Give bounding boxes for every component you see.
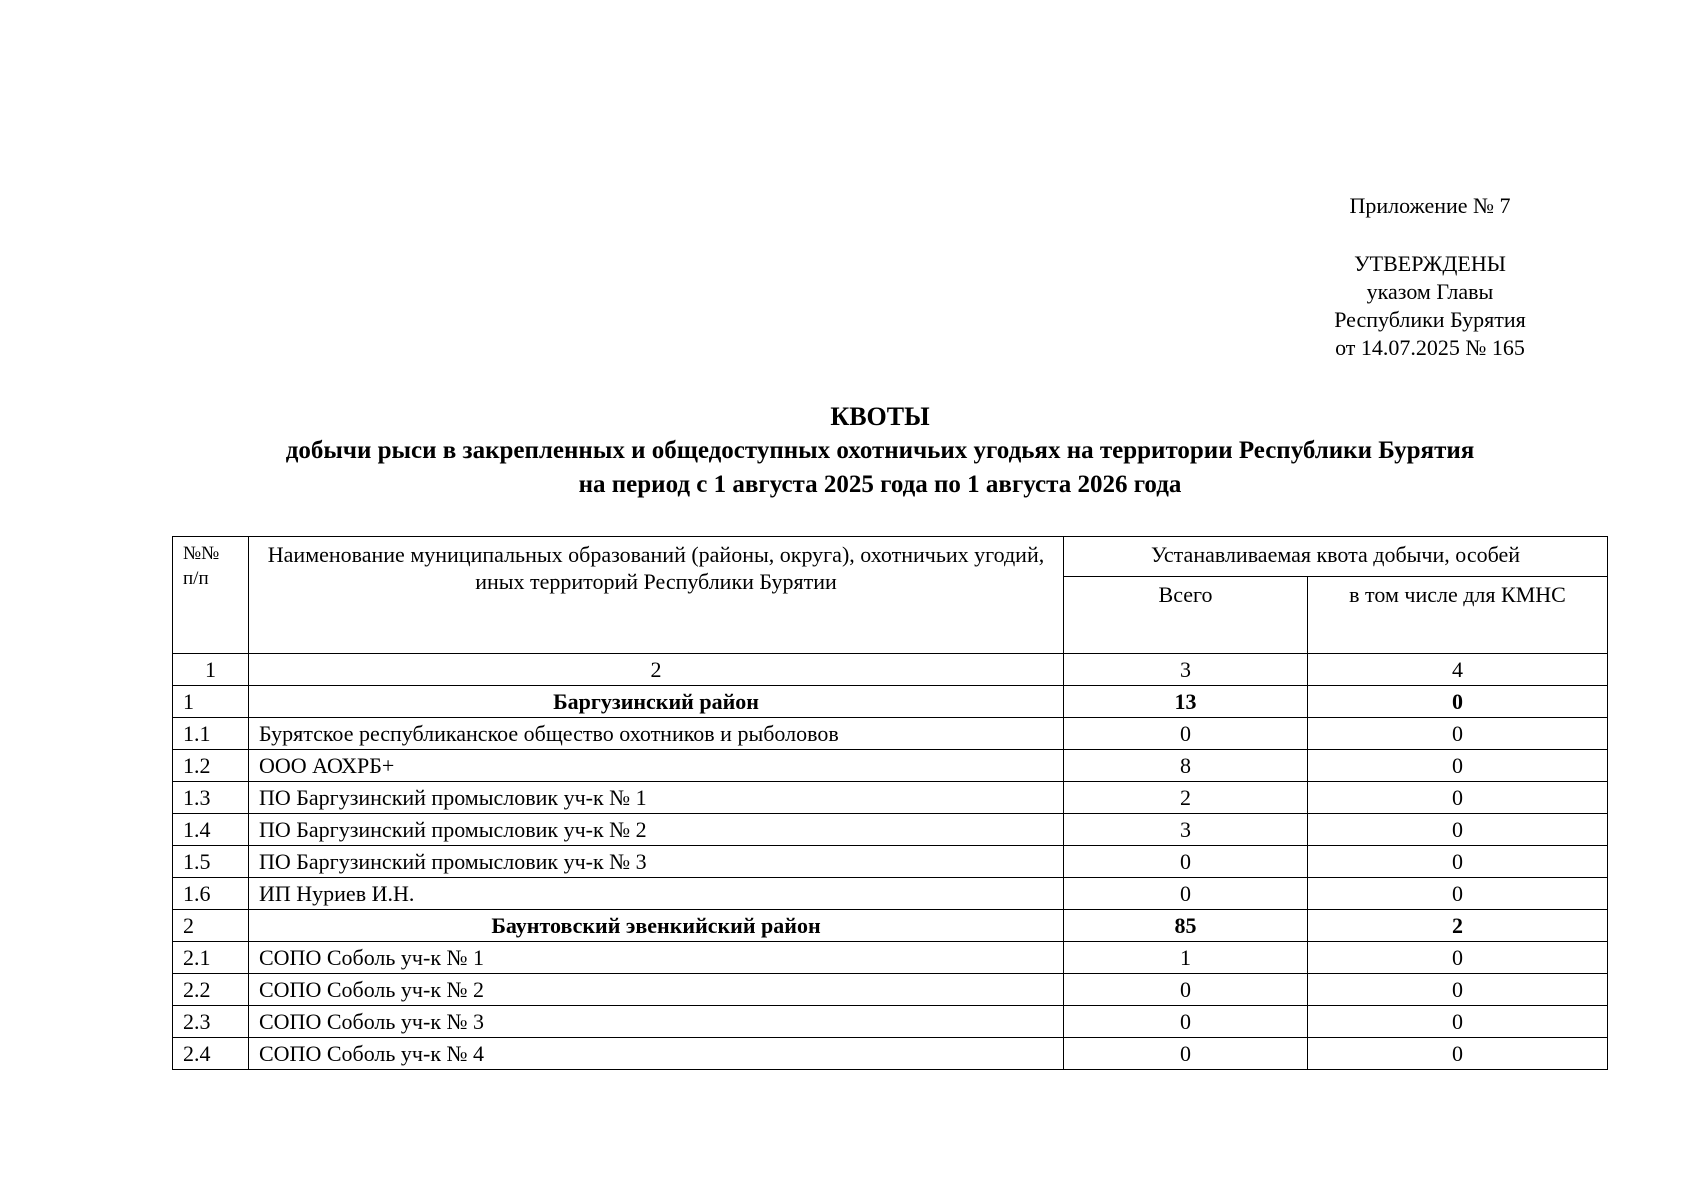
row-total-cell: 0: [1064, 878, 1308, 910]
table-row: [173, 846, 1608, 878]
row-number-cell: 1.5: [173, 846, 249, 878]
row-name-cell: ИП Нуриев И.Н.: [249, 878, 1064, 910]
row-kmns-cell: 0: [1308, 782, 1608, 814]
table-row: [173, 718, 1608, 750]
approved-label: УТВЕРЖДЕНЫ: [1354, 251, 1506, 276]
row-total-cell: 1: [1064, 942, 1308, 974]
row-total-cell: 13: [1064, 686, 1308, 718]
table-row: [173, 942, 1608, 974]
row-kmns-cell: 0: [1308, 878, 1608, 910]
row-total-cell: 0: [1064, 1038, 1308, 1070]
quota-table: [172, 536, 1608, 1070]
column-number-row: [173, 654, 1608, 686]
table-row: [173, 782, 1608, 814]
row-name-cell: СОПО Соболь уч-к № 3: [249, 1006, 1064, 1038]
row-number-cell: 1.6: [173, 878, 249, 910]
header-name: Наименование муниципальных образований (районы, округа), охотничьих угодий, иных территорий Республики Бурятии: [249, 537, 1064, 654]
row-number-cell: 1.3: [173, 782, 249, 814]
row-name-cell: СОПО Соболь уч-к № 4: [249, 1038, 1064, 1070]
row-number-cell: 1.1: [173, 718, 249, 750]
approved-date-line: от 14.07.2025 № 165: [1335, 335, 1525, 360]
row-name-cell: ПО Баргузинский промысловик уч-к № 1: [249, 782, 1064, 814]
row-number-cell: 1: [173, 686, 249, 718]
row-number-cell: 2.3: [173, 1006, 249, 1038]
approval-block: [1290, 192, 1570, 362]
header-quota-group: Устанавливаемая квота добычи, особей: [1064, 537, 1608, 577]
row-kmns-cell: 0: [1308, 814, 1608, 846]
column-number-cell: 3: [1064, 654, 1308, 686]
header-total: Всего: [1064, 577, 1308, 654]
row-kmns-cell: 0: [1308, 718, 1608, 750]
row-kmns-cell: 0: [1308, 750, 1608, 782]
title-subject: добычи рыси в закрепленных и общедоступных охотничьих угодьях на территории Республики Бурятия: [285, 437, 1475, 464]
table-row: [173, 1038, 1608, 1070]
appendix-label: Приложение № 7: [1349, 193, 1511, 218]
district-row: [173, 910, 1608, 942]
row-number-cell: 2.4: [173, 1038, 249, 1070]
row-kmns-cell: 0: [1308, 686, 1608, 718]
row-total-cell: 3: [1064, 814, 1308, 846]
row-total-cell: 85: [1064, 910, 1308, 942]
row-total-cell: 0: [1064, 846, 1308, 878]
row-kmns-cell: 0: [1308, 974, 1608, 1006]
row-name-cell: СОПО Соболь уч-к № 2: [249, 974, 1064, 1006]
row-name-cell: ПО Баргузинский промысловик уч-к № 2: [249, 814, 1064, 846]
title-period: на период с 1 августа 2025 года по 1 августа 2026 года: [578, 471, 1182, 498]
table-row: [173, 750, 1608, 782]
column-number-cell: 1: [173, 654, 249, 686]
header-kmns: в том числе для КМНС: [1308, 577, 1608, 654]
table-row: [173, 814, 1608, 846]
row-number-cell: 2: [173, 910, 249, 942]
row-number-cell: 1.4: [173, 814, 249, 846]
row-name-cell: Бурятское республиканское общество охотников и рыболовов: [249, 718, 1064, 750]
row-name-cell: ПО Баргузинский промысловик уч-к № 3: [249, 846, 1064, 878]
row-kmns-cell: 0: [1308, 1006, 1608, 1038]
row-name-cell: СОПО Соболь уч-к № 1: [249, 942, 1064, 974]
table-row: [173, 1006, 1608, 1038]
row-kmns-cell: 2: [1308, 910, 1608, 942]
document-title: [0, 400, 1698, 502]
row-total-cell: 2: [1064, 782, 1308, 814]
row-number-cell: 1.2: [173, 750, 249, 782]
row-total-cell: 0: [1064, 1006, 1308, 1038]
approved-republic-line: Республики Бурятия: [1334, 307, 1526, 332]
row-kmns-cell: 0: [1308, 846, 1608, 878]
row-name-cell: Баунтовский эвенкийский район: [249, 910, 1064, 942]
row-total-cell: 0: [1064, 718, 1308, 750]
row-total-cell: 0: [1064, 974, 1308, 1006]
district-row: [173, 686, 1608, 718]
row-number-cell: 2.2: [173, 974, 249, 1006]
title-main: КВОТЫ: [830, 402, 930, 431]
column-number-cell: 2: [249, 654, 1064, 686]
approved-by-line: указом Главы: [1366, 279, 1494, 304]
quota-table-body: [173, 654, 1608, 1070]
row-name-cell: Баргузинский район: [249, 686, 1064, 718]
row-number-cell: 2.1: [173, 942, 249, 974]
row-kmns-cell: 0: [1308, 942, 1608, 974]
header-number: №№ п/п: [173, 537, 249, 654]
table-row: [173, 974, 1608, 1006]
row-kmns-cell: 0: [1308, 1038, 1608, 1070]
table-row: [173, 878, 1608, 910]
column-number-cell: 4: [1308, 654, 1608, 686]
row-total-cell: 8: [1064, 750, 1308, 782]
row-name-cell: ООО АОХРБ+: [249, 750, 1064, 782]
